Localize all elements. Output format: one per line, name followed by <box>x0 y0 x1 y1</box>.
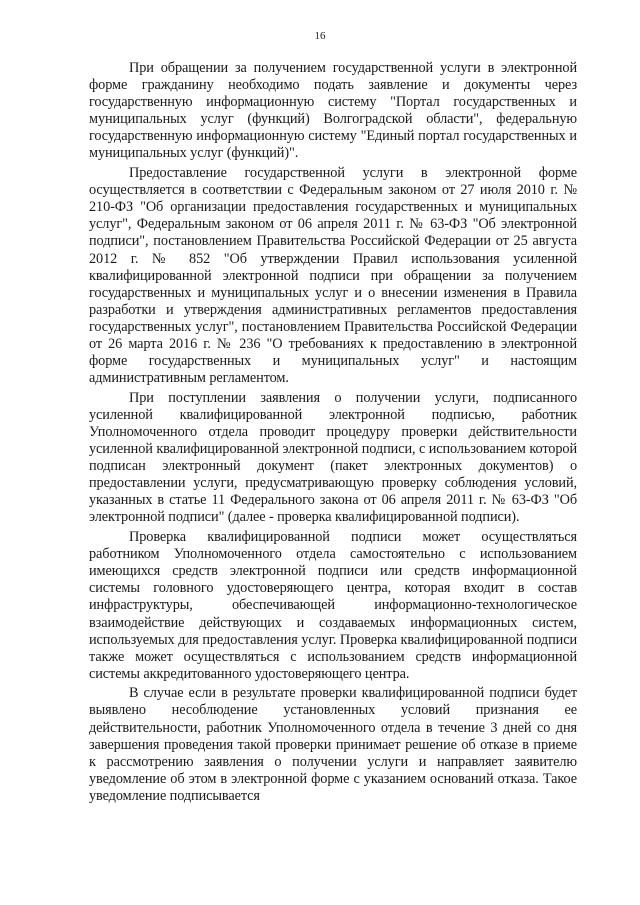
document-body <box>89 60 577 808</box>
page-number: 16 <box>314 30 326 42</box>
paragraph-legal-basis: Предоставление государственной услуги в электронной форме осуществляется в соответствии с Федеральным законом от 27 июля 2010 г. № 210-ФЗ "Об организации предоставления государственных и муниципальных услуг", Федеральным законом от 06 апреля 2011 г. № 63-ФЗ "Об электронной подписи", постановлением Правительства Российской Федерации от 25 августа 2012 г. № 852 "Об утверждении Правил использования усиленной квалифицированной электронной подписи при обращении за получением государственных и муниципальных услуг и о внесении изменения в Правила разработки и утверждения административных регламентов предоставления государственных услуг", постановлением Правительства Российской Федерации от 26 марта 2016 г. № 236 "О требованиях к предоставлению в электронной форме государственных и муниципальных услуг" и настоящим административным регламентом. <box>89 165 577 387</box>
paragraph-verification-methods: Проверка квалифицированной подписи может осуществляться работником Уполномоченного отдела самостоятельно с использованием имеющихся средств электронной подписи или средств информационной системы головного удостоверяющего центра, которая входит в состав инфраструктуры, обеспечивающей информационно-технологическое взаимодействие действующих и создаваемых информационных систем, используемых для предоставления услуг. Проверка квалифицированной подписи также может осуществляться с использованием средств информационной системы аккредитованного удостоверяющего центра. <box>89 529 577 682</box>
paragraph-signature-verification: При поступлении заявления о получении услуги, подписанного усиленной квалифицированной электронной подписью, работник Уполномоченного отдела проводит процедуру проверки действительности усиленной квалифицированной электронной подписи, с использованием которой подписан электронный документ (пакет электронных документов) о предоставлении услуги, предусматривающую проверку соблюдения условий, указанных в статье 11 Федерального закона от 06 апреля 2011 г. № 63-ФЗ "Об электронной подписи" (далее - проверка квалифицированной подписи). <box>89 389 577 526</box>
paragraph-electronic-submission: При обращении за получением государственной услуги в электронной форме гражданину необходимо подать заявление и документы через государственную информационную систему "Портал государственных и муниципальных услуг (функций) Волгоградской области", федеральную государственную информационную систему "Единый портал государственных и муниципальных услуг (функций)". <box>89 60 577 162</box>
paragraph-refusal-notice: В случае если в результате проверки квалифицированной подписи будет выявлено несоблюдение установленных условий признания ее действительности, работник Уполномоченного отдела в течение 3 дней со дня завершения проведения такой проверки принимает решение об отказе в приеме к рассмотрению заявления о получении услуги и направляет заявителю уведомление об этом в электронной форме с указанием оснований отказа. Такое уведомление подписывается <box>89 685 577 804</box>
